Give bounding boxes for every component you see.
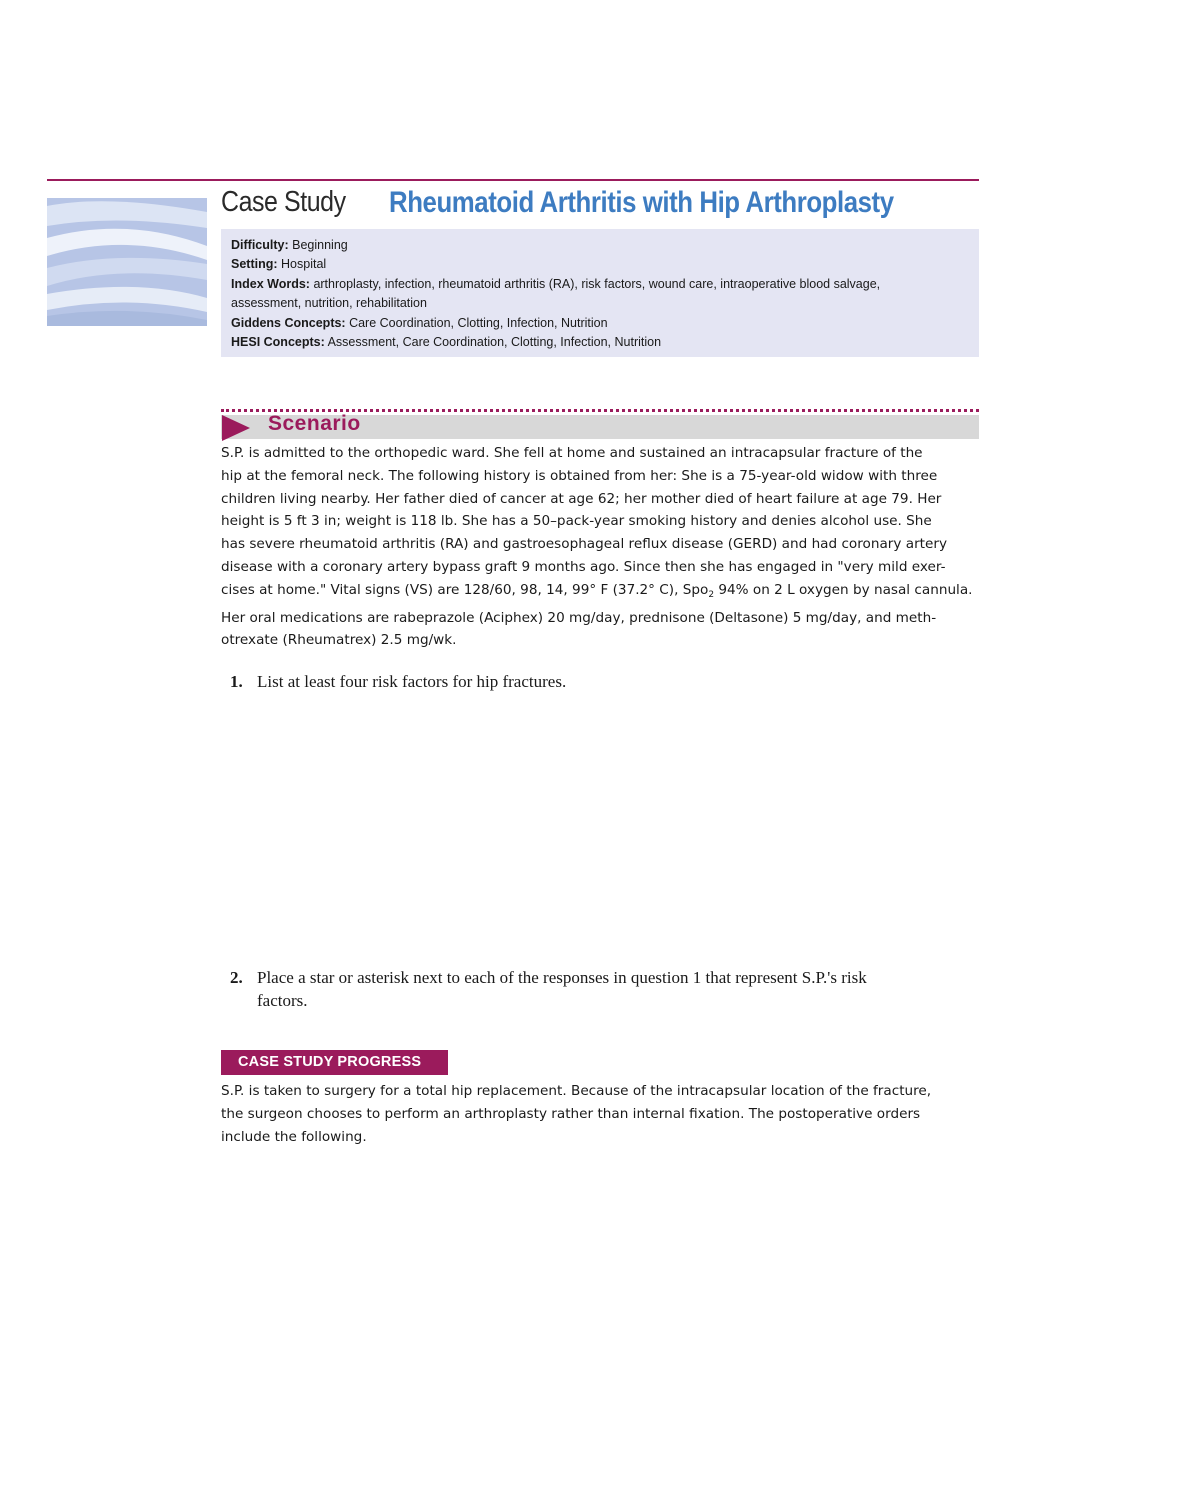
- scenario-line-vitals: [221, 579, 983, 607]
- scenario-line: hip at the femoral neck. The following history is obtained from her: She is a 75-year-old widow with three: [221, 467, 938, 484]
- difficulty-label: Difficulty:: [231, 238, 289, 252]
- question-number: 2.: [230, 968, 243, 987]
- progress-line: the surgeon chooses to perform an arthroplasty rather than internal fixation. The postoperative orders: [221, 1105, 921, 1122]
- scenario-paragraph: [221, 442, 983, 652]
- giddens-row: [231, 314, 969, 333]
- question-text-continuation: factors.: [257, 990, 308, 1010]
- setting-value: Hospital: [281, 257, 327, 272]
- difficulty-row: [231, 236, 969, 255]
- question-1: [230, 671, 970, 694]
- header-rule: [47, 179, 979, 181]
- case-metadata-box: [221, 229, 979, 357]
- index-words-continuation: assessment, nutrition, rehabilitation: [231, 296, 427, 311]
- scenario-line: otrexate (Rheumatrex) 2.5 mg/wk.: [221, 632, 457, 649]
- vitals-text-end: 94% on 2 L oxygen by nasal cannula.: [714, 581, 973, 598]
- question-text: List at least four risk factors for hip fractures.: [257, 672, 567, 691]
- scenario-line: has severe rheumatoid arthritis (RA) and gastroesophageal reflux disease (GERD) and had coronary artery: [221, 536, 948, 553]
- index-words-value: arthroplasty, infection, rheumatoid arthritis (RA), risk factors, wound care, intraoperative blood salvage,: [313, 276, 881, 291]
- scenario-line: children living nearby. Her father died of cancer at age 62; her mother died of heart failure at age 79. Her: [221, 490, 942, 507]
- page-title: Rheumatoid Arthritis with Hip Arthroplasty: [389, 186, 894, 219]
- setting-row: [231, 255, 969, 274]
- case-study-label: Case Study: [221, 186, 346, 218]
- progress-line: S.P. is taken to surgery for a total hip replacement. Because of the intracapsular location of the fracture,: [221, 1083, 932, 1099]
- question-number: 1.: [230, 672, 243, 691]
- scenario-line: disease with a coronary artery bypass graft 9 months ago. Since then she has engaged in "very mild exer-: [221, 558, 946, 575]
- triangle-arrow-icon: [222, 415, 250, 441]
- progress-line: include the following.: [221, 1128, 367, 1145]
- hesi-row: [231, 333, 969, 352]
- spo2-subscript: 2: [708, 589, 715, 600]
- index-words-label: Index Words:: [231, 276, 310, 291]
- difficulty-value: Beginning: [292, 238, 348, 252]
- scenario-line: Her oral medications are rabeprazole (Aciphex) 20 mg/day, prednisone (Deltasone) 5 mg/day, and meth-: [221, 609, 937, 626]
- scenario-line: S.P. is admitted to the orthopedic ward. She fell at home and sustained an intracapsular fracture of the: [221, 445, 923, 461]
- progress-paragraph: [221, 1080, 983, 1148]
- hesi-value: Assessment, Care Coordination, Clotting, Infection, Nutrition: [327, 335, 662, 350]
- case-study-progress-label: CASE STUDY PROGRESS: [221, 1050, 448, 1075]
- question-2: [230, 967, 970, 1012]
- setting-label: Setting:: [231, 257, 278, 272]
- giddens-label: Giddens Concepts:: [231, 315, 346, 330]
- hesi-label: HESI Concepts:: [231, 335, 325, 350]
- scenario-line: height is 5 ft 3 in; weight is 118 lb. She has a 50–pack-year smoking history and denies alcohol use. She: [221, 513, 932, 530]
- scenario-heading: Scenario: [268, 412, 361, 435]
- question-text: Place a star or asterisk next to each of the responses in question 1 that represent S.P.'s risk: [257, 968, 867, 987]
- wave-banner-graphic: [47, 198, 207, 326]
- index-words-row: [231, 275, 969, 294]
- giddens-value: Care Coordination, Clotting, Infection, Nutrition: [349, 315, 608, 330]
- vitals-text: cises at home." Vital signs (VS) are 128/60, 98, 14, 99° F (37.2° C), Spo: [221, 581, 709, 598]
